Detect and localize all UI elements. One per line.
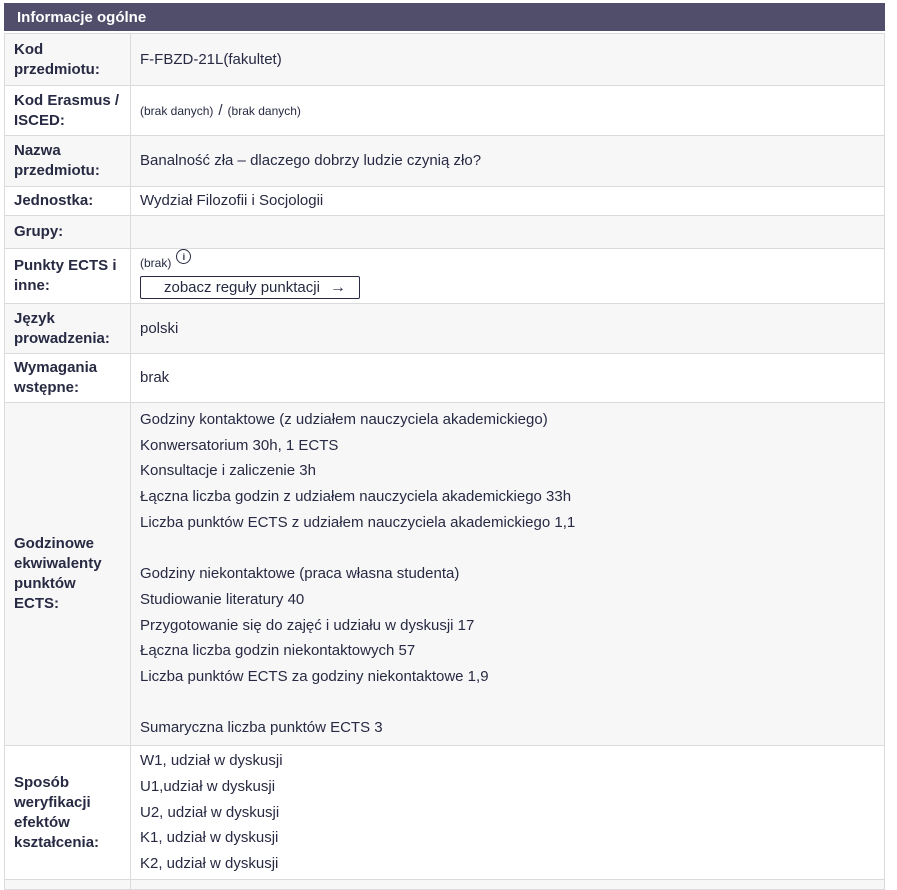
prerequisites-value: brak [140, 369, 170, 386]
row-label: Grupy: [5, 216, 131, 248]
row-punkty-ects [5, 249, 884, 304]
text-line: Liczba punktów ECTS za godziny niekontaktowe 1,9 [140, 667, 489, 685]
text-line [140, 535, 144, 561]
text-line: Studiowanie literatury 40 [140, 590, 305, 608]
arrow-right-icon: → [329, 278, 346, 296]
section-header [4, 3, 885, 31]
text-line: K1, udział w dyskusji [140, 829, 279, 847]
table-body [4, 33, 885, 890]
text-line: Konsultacje i zaliczenie 3h [140, 462, 316, 480]
row-grupy [5, 216, 884, 249]
row-wymagania-wstepne [5, 354, 884, 403]
text-line: Łączna liczba godzin niekontaktowych 57 [140, 642, 416, 660]
course-name-value: Banalność zła – dlaczego dobrzy ludzie czynią zło? [140, 152, 482, 169]
isced-code-value: (brak danych) [227, 103, 301, 118]
language-value: polski [140, 319, 179, 337]
ects-points-value [131, 249, 884, 303]
code-separator: / [218, 101, 223, 119]
faculty-value: Wydział Filozofii i Socjologii [140, 192, 324, 209]
text-line: Sumaryczna liczba punktów ECTS 3 [140, 719, 383, 737]
erasmus-code-value: (brak danych) [140, 103, 214, 118]
section-header-title: Informacje ogólne [17, 8, 147, 26]
row-label: Jednostka: [5, 187, 131, 215]
text-line: Łączna liczba godzin z udziałem nauczyciela akademickiego 33h [140, 488, 572, 506]
course-code-value: F-FBZD-21L(fakultet) [140, 50, 282, 68]
text-line [140, 690, 144, 716]
groups-value [131, 216, 884, 248]
row-kod-przedmiotu [5, 34, 884, 86]
row-godzinowe-ekwiwalenty [5, 403, 884, 746]
text-line: U2, udział w dyskusji [140, 803, 280, 821]
zobacz-reguly-punktacji-button[interactable] [140, 276, 360, 299]
ects-brak-line [140, 253, 191, 273]
row-sposob-weryfikacji [5, 746, 884, 880]
row-label: Sposób weryfikacji efektów kształcenia: [5, 746, 131, 879]
text-line: Liczba punktów ECTS z udziałem nauczyciela akademickiego 1,1 [140, 513, 576, 531]
text-line: W1, udział w dyskusji [140, 752, 283, 770]
row-label: Nazwa przedmiotu: [5, 136, 131, 186]
row-nazwa-przedmiotu [5, 136, 884, 187]
row-label: Kod Erasmus / ISCED: [5, 86, 131, 135]
course-info-table [4, 3, 885, 890]
text-line: K2, udział w dyskusji [140, 855, 279, 873]
row-label: Język prowadzenia: [5, 304, 131, 353]
row-jednostka [5, 187, 884, 216]
text-line: Konwersatorium 30h, 1 ECTS [140, 436, 339, 454]
row-jezyk-prowadzenia [5, 304, 884, 354]
row-label: Punkty ECTS i inne: [5, 249, 131, 303]
erasmus-isced-value [131, 86, 884, 135]
row-label: Wymagania wstępne: [5, 354, 131, 402]
text-line: U1,udział w dyskusji [140, 777, 276, 795]
info-icon[interactable]: i [176, 249, 191, 264]
verification-methods-value [131, 746, 884, 879]
ects-value-text: (brak) [140, 256, 172, 270]
text-line: Godziny kontaktowe (z udziałem nauczyciela akademickiego) [140, 410, 548, 428]
text-line: Przygotowanie się do zajęć i udziału w dyskusji 17 [140, 616, 475, 634]
row-label: Kod przedmiotu: [5, 34, 131, 85]
row-kod-erasmus-isced [5, 86, 884, 136]
row-label: Godzinowe ekwiwalenty punktów ECTS: [5, 403, 131, 745]
rules-button-label: zobacz reguły punktacji [164, 279, 320, 296]
hour-equivalents-value [131, 403, 884, 745]
row-next-partial [5, 880, 884, 890]
text-line: Godziny niekontaktowe (praca własna studenta) [140, 565, 460, 583]
